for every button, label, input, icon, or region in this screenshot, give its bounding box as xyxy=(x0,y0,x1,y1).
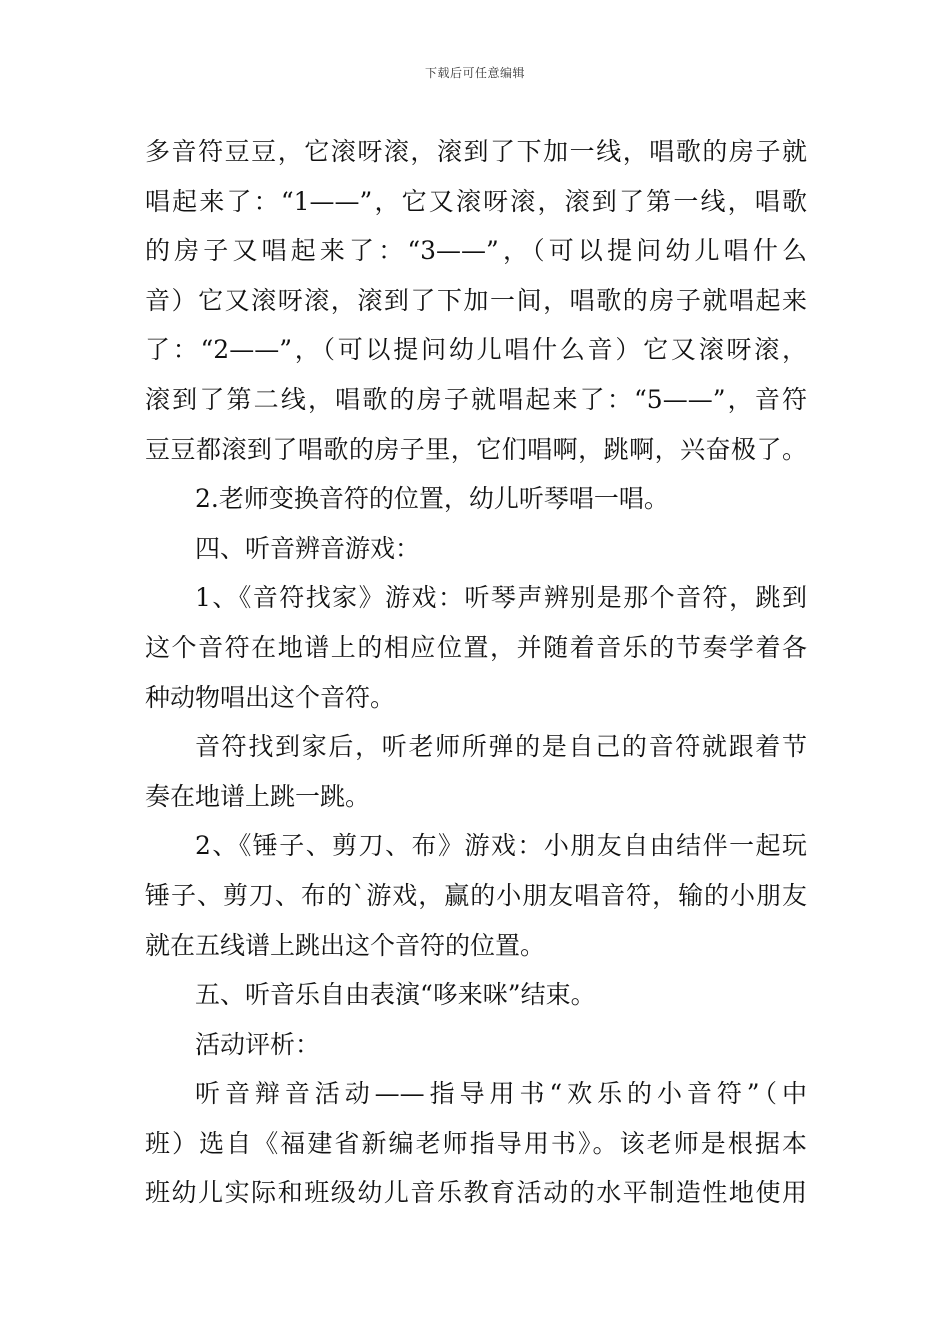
text-line: 奏在地谱上跳一跳。 xyxy=(145,781,371,811)
document-body xyxy=(145,127,807,1218)
text-line: 活动评析： xyxy=(195,1029,321,1059)
text-line: 唱起来了：“1——”，它又滚呀滚，滚到了第一线，唱歌 xyxy=(145,186,807,216)
text-line: 五、听音乐自由表演“哆来咪”结束。 xyxy=(195,980,596,1010)
text-line: 滚到了第二线，唱歌的房子就唱起来了：“5——”，音符 xyxy=(145,384,807,414)
text-line: 这个音符在地谱上的相应位置，并随着音乐的节奏学着各 xyxy=(145,632,807,662)
text-line: 音）它又滚呀滚，滚到了下加一间，唱歌的房子就唱起来 xyxy=(145,285,807,315)
text-line: 听音辩音活动——指导用书“欢乐的小音符”（中 xyxy=(195,1079,807,1109)
text-line: 多音符豆豆，它滚呀滚，滚到了下加一线，唱歌的房子就 xyxy=(145,137,807,166)
text-line: 班）选自《福建省新编老师指导用书》。该老师是根据本 xyxy=(145,1128,807,1158)
text-line: 2、《锤子、剪刀、布》游戏：小朋友自由结伴一起玩 xyxy=(195,831,807,861)
text-line: 了：“2——”，（可以提问幼儿唱什么音）它又滚呀滚， xyxy=(145,335,807,365)
text-line: 2.老师变换音符的位置，幼儿听琴唱一唱。 xyxy=(195,484,669,514)
text-line: 锤子、剪刀、布的`游戏，赢的小朋友唱音符，输的小朋友 xyxy=(145,880,807,910)
text-line: 就在五线谱上跳出这个音符的位置。 xyxy=(145,930,546,960)
text-line: 音符找到家后，听老师所弹的是自己的音符就跟着节 xyxy=(195,732,807,762)
text-line: 种动物唱出这个音符。 xyxy=(145,682,396,712)
text-line: 1、《音符找家》游戏：听琴声辨别是那个音符，跳到 xyxy=(195,583,807,613)
text-line: 四、听音辨音游戏： xyxy=(195,533,421,563)
text-line: 班幼儿实际和班级幼儿音乐教育活动的水平制造性地使用 xyxy=(145,1178,807,1208)
page-header-note: 下载后可任意编辑 xyxy=(424,66,525,80)
text-line: 的房子又唱起来了：“3——”，（可以提问幼儿唱什么 xyxy=(145,236,807,266)
text-line: 豆豆都滚到了唱歌的房子里，它们唱啊，跳啊，兴奋极了。 xyxy=(145,434,807,464)
